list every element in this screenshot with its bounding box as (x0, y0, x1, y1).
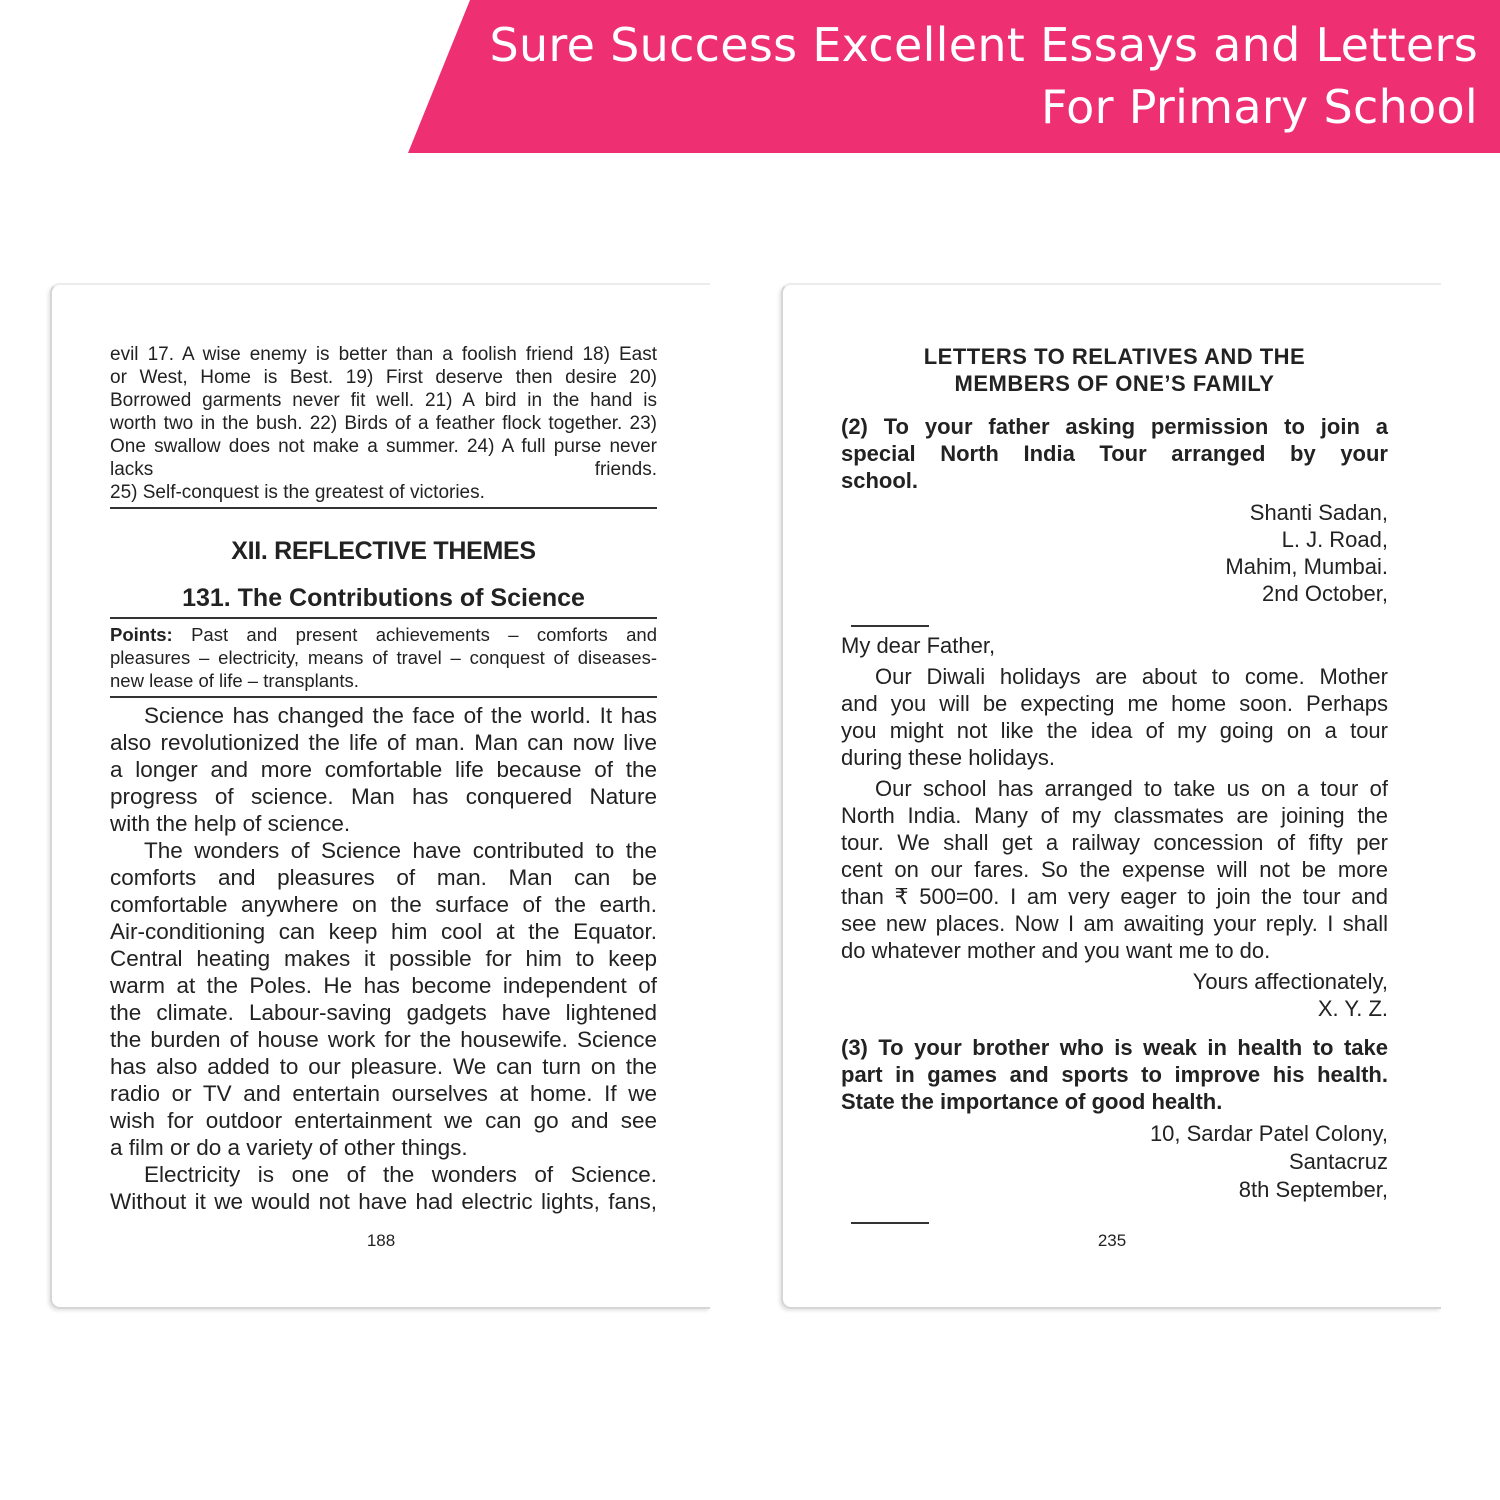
essay-line: radio or TV and entertain ourselves at home. If we (110, 1081, 657, 1106)
page-right-content (841, 343, 1388, 1224)
essay-line: a longer and more comfortable life because of the (110, 757, 657, 782)
section-heading-line-2: MEMBERS OF ONE’S FAMILY (954, 371, 1275, 396)
proverb-line: 25) Self-conquest is the greatest of victories. (110, 482, 485, 503)
essay-line: has also added to our pleasure. We can turn on the (110, 1054, 657, 1079)
section-heading-line-1: LETTERS TO RELATIVES AND THE (923, 344, 1306, 369)
points-line: pleasures – electricity, means of travel – conquest of diseases- (110, 647, 657, 668)
essay-line: the climate. Labour-saving gadgets have lightened (110, 1000, 657, 1025)
date-blank (851, 607, 929, 627)
essay-points (110, 619, 657, 698)
letter-date-1: 2nd October, (841, 580, 1388, 627)
essay-line: The wonders of Science have contributed to the (144, 838, 657, 863)
letter-line: tour. We shall get a railway concession of fifty per (841, 830, 1388, 855)
address-line: Mahim, Mumbai. (1225, 554, 1388, 579)
signature: X. Y. Z. (1317, 996, 1388, 1021)
letter-line: Our Diwali holidays are about to come. Mother (875, 664, 1388, 689)
essay-line: warm at the Poles. He has become independent of (110, 973, 657, 998)
letter-line: you might not like the idea of my going on a tour (841, 718, 1388, 743)
page-number: 188 (366, 1231, 396, 1250)
essay-line: the burden of house work for the housewife. Science (110, 1027, 657, 1052)
essay-line: progress of science. Man has conquered Nature (110, 784, 657, 809)
essay-line: Air-conditioning can keep him cool at the Equator. (110, 919, 657, 944)
points-line: Past and present achievements – comforts and (191, 624, 657, 645)
question-line: (2) To your father asking permission to join a (841, 414, 1388, 439)
section-heading (841, 343, 1388, 397)
proverb-list (110, 343, 657, 509)
essay-line: Without it we would not have had electric lights, fans, (110, 1189, 657, 1214)
banner-title-line-1: Sure Success Excellent Essays and Letters (489, 18, 1478, 72)
proverb-line: worth two in the bush. 22) Birds of a feather flock together. 23) (110, 413, 657, 434)
proverb-line: or West, Home is Best. 19) First deserve then desire 20) (110, 367, 657, 388)
page-number: 235 (1097, 1231, 1127, 1250)
address-line: L. J. Road, (1281, 527, 1388, 552)
book-page-right (781, 283, 1441, 1309)
address-line: 10, Sardar Patel Colony, (1149, 1121, 1388, 1146)
address-line: Santacruz (1288, 1149, 1388, 1174)
letter-body (841, 663, 1388, 964)
proverb-line: Borrowed garments never fit well. 21) A bird in the hand is (110, 390, 657, 411)
closing-phrase: Yours affectionately, (1192, 969, 1388, 994)
letter-line: Our school has arranged to take us on a tour of (875, 776, 1388, 801)
essay-line: wish for outdoor entertainment we can go and see (110, 1108, 657, 1133)
letter-line: and you will be expecting me home soon. Perhaps (841, 691, 1388, 716)
proverb-line: lacks friends. (110, 459, 657, 480)
letter-date-2: 8th September, (841, 1176, 1388, 1224)
question-line: part in games and sports to improve his health. (841, 1062, 1388, 1087)
question-line: (3) To your brother who is weak in health to take (841, 1035, 1388, 1060)
address-line: Shanti Sadan, (1249, 500, 1388, 525)
letter-line: see new places. Now I am awaiting your reply. I shall (841, 911, 1388, 936)
date-blank (851, 1204, 929, 1224)
proverb-line: One swallow does not make a summer. 24) A full purse never (110, 436, 657, 457)
salutation: My dear Father, (841, 633, 996, 658)
theme-heading: XII. REFLECTIVE THEMES (231, 537, 536, 565)
points-line: new lease of life – transplants. (110, 670, 359, 691)
question-line: school. (841, 468, 919, 493)
sender-address-2 (841, 1120, 1388, 1224)
letter-line: than ₹ 500=00. I am very eager to join the tour and (841, 884, 1388, 909)
sender-address-1 (841, 499, 1388, 627)
points-label: Points: (110, 624, 173, 645)
essay-line: comforts and pleasures of man. Man can be (110, 865, 657, 890)
banner-title-line-2: For Primary School (1041, 80, 1478, 134)
letter-line: North India. Many of my classmates are joining the (841, 803, 1388, 828)
essay-title: 131. The Contributions of Science (110, 584, 657, 619)
essay-line: a film or do a variety of other things. (110, 1135, 468, 1160)
book-page-left (50, 283, 710, 1309)
essay-line: Electricity is one of the wonders of Science. (144, 1162, 657, 1187)
letter-closing (841, 968, 1388, 1022)
letter-question-3 (841, 1034, 1388, 1115)
letter-line: cent on our fares. So the expense will not be more (841, 857, 1388, 882)
banner-title (478, 14, 1478, 138)
letter-line: do whatever mother and you want me to do. (841, 938, 1271, 963)
essay-line: with the help of science. (110, 811, 351, 836)
page-left-content (110, 343, 657, 1215)
question-line: State the importance of good health. (841, 1089, 1223, 1114)
proverb-line: evil 17. A wise enemy is better than a foolish friend 18) East (110, 344, 657, 365)
essay-line: Central heating makes it possible for him to keep (110, 946, 657, 971)
essay-line: Science has changed the face of the world. It has (144, 703, 657, 728)
question-line: special North India Tour arranged by your (841, 441, 1388, 466)
essay-line: comfortable anywhere on the surface of the earth. (110, 892, 657, 917)
letter-line: during these holidays. (841, 745, 1056, 770)
essay-line: also revolutionized the life of man. Man can now live (110, 730, 657, 755)
letter-question-2 (841, 413, 1388, 494)
essay-body (110, 702, 657, 1215)
